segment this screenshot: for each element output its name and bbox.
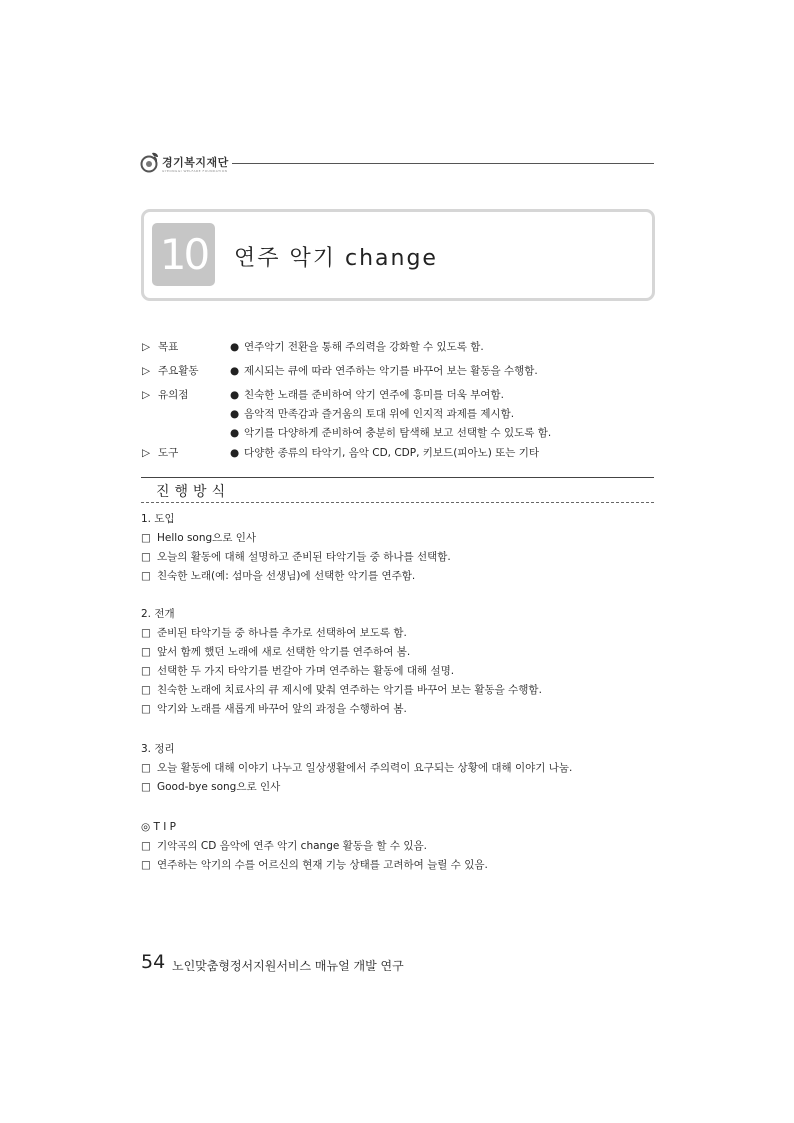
checkbox-icon: □ bbox=[141, 665, 151, 677]
list-item: □ 악기와 노래를 새롭게 바꾸어 앞의 과정을 수행하여 봄. bbox=[141, 700, 661, 719]
procedure-section-development bbox=[141, 605, 661, 719]
list-item: □ Hello song으로 인사 bbox=[141, 529, 661, 548]
triangle-marker-icon: ▷ bbox=[142, 389, 151, 401]
chapter-number: 10 bbox=[159, 230, 208, 279]
list-item: □ Good-bye song으로 인사 bbox=[141, 778, 661, 797]
info-value: ● 음악적 만족감과 즐거움의 토대 위에 인지적 과제를 제시함. bbox=[230, 405, 670, 424]
bullet-icon: ● bbox=[230, 341, 240, 353]
checkbox-icon: □ bbox=[141, 684, 151, 696]
checkbox-icon: □ bbox=[141, 570, 151, 582]
info-value: ● 연주악기 전환을 통해 주의력을 강화할 수 있도록 함. bbox=[230, 338, 670, 357]
chapter-title: 연주 악기 change bbox=[234, 246, 438, 271]
bullet-icon: ● bbox=[230, 427, 240, 439]
bullet-icon: ● bbox=[230, 447, 240, 459]
info-label: 유의점 bbox=[158, 389, 189, 401]
procedure-top-rule bbox=[141, 477, 654, 478]
organization-subtitle: GYEONGGI WELFARE FOUNDATION bbox=[162, 169, 228, 173]
tip-title: ◎ T I P bbox=[141, 821, 177, 833]
list-item: □ 친숙한 노래(예: 섬마을 선생님)에 선택한 악기를 연주함. bbox=[141, 567, 661, 586]
info-value: ● 제시되는 큐에 따라 연주하는 악기를 바꾸어 보는 활동을 수행함. bbox=[230, 362, 670, 381]
bullet-icon: ● bbox=[230, 408, 240, 420]
book-title: 노인맞춤형정서지원서비스 매뉴얼 개발 연구 bbox=[172, 959, 404, 973]
list-item: □ 연주하는 악기의 수를 어르신의 현재 기능 상태를 고려하여 늘릴 수 있음. bbox=[141, 856, 661, 875]
tip-section bbox=[141, 818, 661, 875]
info-label: 도구 bbox=[158, 447, 179, 459]
checkbox-icon: □ bbox=[141, 859, 151, 871]
list-item: □ 오늘의 활동에 대해 설명하고 준비된 타악기들 중 하나를 선택함. bbox=[141, 548, 661, 567]
checkbox-icon: □ bbox=[141, 762, 151, 774]
info-label: 목표 bbox=[158, 341, 179, 353]
list-item: □ 준비된 타악기들 중 하나를 추가로 선택하여 보도록 함. bbox=[141, 624, 661, 643]
section-title: 1. 도입 bbox=[141, 513, 175, 525]
info-value: ● 다양한 종류의 타악기, 음악 CD, CDP, 키보드(피아노) 또는 기타 bbox=[230, 444, 670, 463]
info-label: 주요활동 bbox=[158, 365, 199, 377]
section-title: 3. 정리 bbox=[141, 743, 175, 755]
checkbox-icon: □ bbox=[141, 646, 151, 658]
checkbox-icon: □ bbox=[141, 781, 151, 793]
page-number: 54 bbox=[141, 951, 166, 973]
foundation-logo-icon bbox=[140, 151, 160, 173]
bullet-icon: ● bbox=[230, 365, 240, 377]
organization-name: 경기복지재단 bbox=[162, 156, 229, 169]
checkbox-icon: □ bbox=[141, 703, 151, 715]
checkbox-icon: □ bbox=[141, 532, 151, 544]
section-title: 2. 전개 bbox=[141, 608, 175, 620]
triangle-marker-icon: ▷ bbox=[142, 365, 151, 377]
list-item: □ 친숙한 노래에 치료사의 큐 제시에 맞춰 연주하는 악기를 바꾸어 보는 활동을 수행함. bbox=[141, 681, 661, 700]
procedure-section-wrapup bbox=[141, 740, 661, 797]
checkbox-icon: □ bbox=[141, 840, 151, 852]
procedure-heading: 진행방식 bbox=[156, 484, 231, 500]
triangle-marker-icon: ▷ bbox=[142, 447, 151, 459]
procedure-section-intro bbox=[141, 510, 661, 586]
checkbox-icon: □ bbox=[141, 627, 151, 639]
bullet-icon: ● bbox=[230, 389, 240, 401]
info-value: ● 악기를 다양하게 준비하여 충분히 탐색해 보고 선택할 수 있도록 함. bbox=[230, 424, 670, 443]
procedure-dotted-rule bbox=[141, 502, 654, 503]
header-divider bbox=[232, 163, 654, 164]
info-value: ● 친숙한 노래를 준비하여 악기 연주에 흥미를 더욱 부여함. bbox=[230, 386, 670, 405]
list-item: □ 오늘 활동에 대해 이야기 나누고 일상생활에서 주의력이 요구되는 상황에 대해 이야기 나눔. bbox=[141, 759, 661, 778]
list-item: □ 선택한 두 가지 타악기를 번갈아 가며 연주하는 활동에 대해 설명. bbox=[141, 662, 661, 681]
list-item: □ 앞서 함께 했던 노래에 새로 선택한 악기를 연주하여 봄. bbox=[141, 643, 661, 662]
list-item: □ 기악곡의 CD 음악에 연주 악기 change 활동을 할 수 있음. bbox=[141, 837, 661, 856]
triangle-marker-icon: ▷ bbox=[142, 341, 151, 353]
checkbox-icon: □ bbox=[141, 551, 151, 563]
